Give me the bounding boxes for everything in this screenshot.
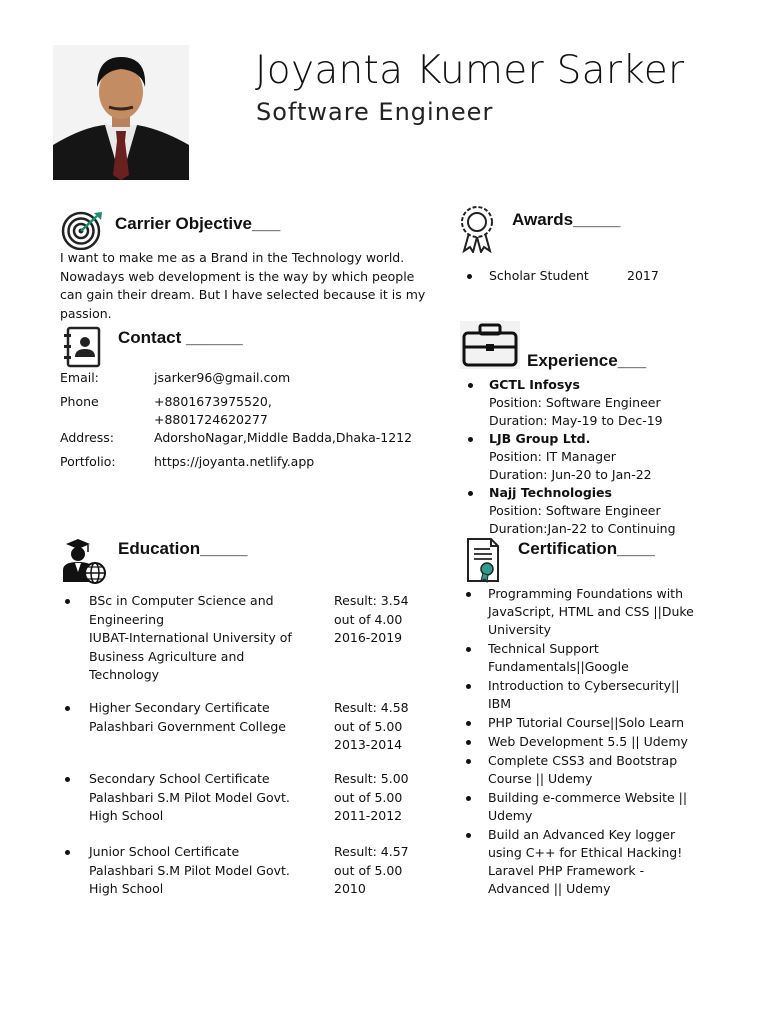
result-score: Result: 4.58	[334, 700, 409, 715]
candidate-title: Software Engineer	[256, 98, 494, 126]
list-item	[488, 640, 738, 676]
company-name: LJB Group Ltd.	[489, 431, 591, 446]
course-line: Fundamentals||Google	[488, 659, 629, 674]
phone-value-2[interactable]: +8801724620277	[154, 412, 268, 427]
list-item	[488, 752, 738, 788]
degree-line: BSc in Computer Science and	[89, 593, 274, 608]
result-score: Result: 3.54	[334, 593, 409, 608]
certification-heading: Certification____	[518, 539, 655, 558]
address-value: AdorshoNagar,Middle Badda,Dhaka-1212	[154, 430, 413, 445]
result-block	[334, 843, 409, 899]
institution-line: Technology	[89, 667, 160, 682]
contact-heading: Contact ______	[118, 328, 243, 347]
list-item	[488, 585, 738, 639]
course-line: Building e-commerce Website ||	[488, 790, 688, 805]
duration-text: Duration: May-19 to Dec-19	[489, 413, 663, 428]
experience-list	[489, 376, 749, 538]
list-item	[488, 733, 738, 751]
address-book-icon	[63, 325, 103, 373]
course-line: University	[488, 622, 552, 637]
institution-line: Palashbari Government College	[89, 718, 286, 734]
company-name: Najj Technologies	[489, 485, 612, 500]
result-score: Result: 4.57	[334, 844, 409, 859]
course-line: Build an Advanced Key logger	[488, 827, 676, 842]
list-item	[488, 789, 738, 825]
degree-line: Engineering	[89, 611, 164, 627]
list-item	[488, 677, 738, 713]
course-line: Technical Support	[488, 641, 599, 656]
list-item	[89, 699, 429, 752]
company-name: GCTL Infosys	[489, 377, 580, 392]
target-icon	[61, 210, 105, 254]
graduate-icon	[60, 536, 106, 588]
list-item	[488, 714, 738, 732]
course-line: Programming Foundations with	[488, 586, 684, 601]
course-line: Web Development 5.5 || Udemy	[488, 734, 688, 749]
certification-list	[488, 585, 738, 899]
position-text: Position: Software Engineer	[489, 503, 661, 518]
result-scale: out of 5.00	[334, 862, 403, 878]
result-score: Result: 5.00	[334, 771, 409, 786]
course-line: using C++ for Ethical Hacking!	[488, 845, 683, 860]
course-line: PHP Tutorial Course||Solo Learn	[488, 715, 685, 730]
institution-line: Palashbari S.M Pilot Model Govt.	[89, 789, 290, 805]
result-block	[334, 699, 409, 755]
result-scale: out of 5.00	[334, 718, 403, 734]
profile-photo	[53, 45, 189, 180]
objective-text: I want to make me as a Brand in the Technology world. Nowadays web development is the way by which people can gain their dream. But I have selected because it is my passion.	[60, 250, 426, 321]
award-name: Scholar Student	[489, 268, 589, 283]
result-years: 2010	[334, 881, 366, 896]
institution-line: High School	[89, 881, 164, 896]
course-line: Introduction to Cybersecurity||	[488, 678, 680, 693]
course-line: JavaScript, HTML and CSS ||Duke	[488, 604, 694, 619]
institution-line: High School	[89, 808, 164, 823]
result-years: 2016-2019	[334, 630, 403, 645]
duration-text: Duration:Jan-22 to Continuing	[489, 521, 676, 536]
experience-heading: Experience___	[527, 351, 647, 370]
list-item	[89, 592, 429, 685]
list-item	[488, 826, 738, 898]
position-text: Position: IT Manager	[489, 449, 616, 464]
email-label: Email:	[60, 370, 99, 385]
list-item	[489, 484, 749, 538]
result-block	[334, 770, 409, 826]
result-block	[334, 592, 409, 648]
phone-label: Phone	[60, 394, 99, 409]
result-years: 2011-2012	[334, 808, 403, 823]
course-line: IBM	[488, 696, 512, 711]
list-item	[89, 770, 429, 826]
award-year: 2017	[627, 268, 659, 283]
phone-value-1[interactable]: +8801673975520,	[154, 394, 272, 409]
result-scale: out of 4.00	[334, 611, 403, 627]
awards-list	[489, 267, 729, 286]
objective-heading: Carrier Objective___	[115, 214, 281, 233]
course-line: Course || Udemy	[488, 771, 593, 786]
course-line: Complete CSS3 and Bootstrap	[488, 753, 678, 768]
briefcase-icon	[460, 321, 520, 373]
result-years: 2013-2014	[334, 737, 403, 752]
award-ribbon-icon	[458, 205, 496, 257]
education-heading: Education_____	[118, 539, 248, 558]
course-line: Laravel PHP Framework -	[488, 863, 645, 878]
course-line: Udemy	[488, 808, 533, 823]
duration-text: Duration: Jun-20 to Jan-22	[489, 467, 652, 482]
portfolio-link[interactable]: https://joyanta.netlify.app	[154, 454, 315, 469]
list-item	[89, 843, 429, 899]
email-value[interactable]: jsarker96@gmail.com	[154, 370, 291, 385]
institution-line: Business Agriculture and	[89, 648, 245, 664]
course-line: Advanced || Udemy	[488, 881, 611, 896]
degree-line: Junior School Certificate	[89, 844, 240, 859]
certificate-icon	[465, 537, 501, 587]
position-text: Position: Software Engineer	[489, 395, 661, 410]
degree-line: Higher Secondary Certificate	[89, 700, 270, 715]
candidate-name: Joyanta Kumer Sarker	[255, 48, 685, 93]
institution-line: IUBAT-International University of	[89, 630, 292, 645]
portfolio-label: Portfolio:	[60, 454, 116, 469]
list-item	[489, 267, 729, 286]
address-label: Address:	[60, 430, 114, 445]
result-scale: out of 5.00	[334, 789, 403, 805]
list-item	[489, 376, 749, 430]
degree-line: Secondary School Certificate	[89, 771, 270, 786]
list-item	[489, 430, 749, 484]
institution-line: Palashbari S.M Pilot Model Govt.	[89, 862, 290, 878]
awards-heading: Awards_____	[512, 210, 621, 229]
